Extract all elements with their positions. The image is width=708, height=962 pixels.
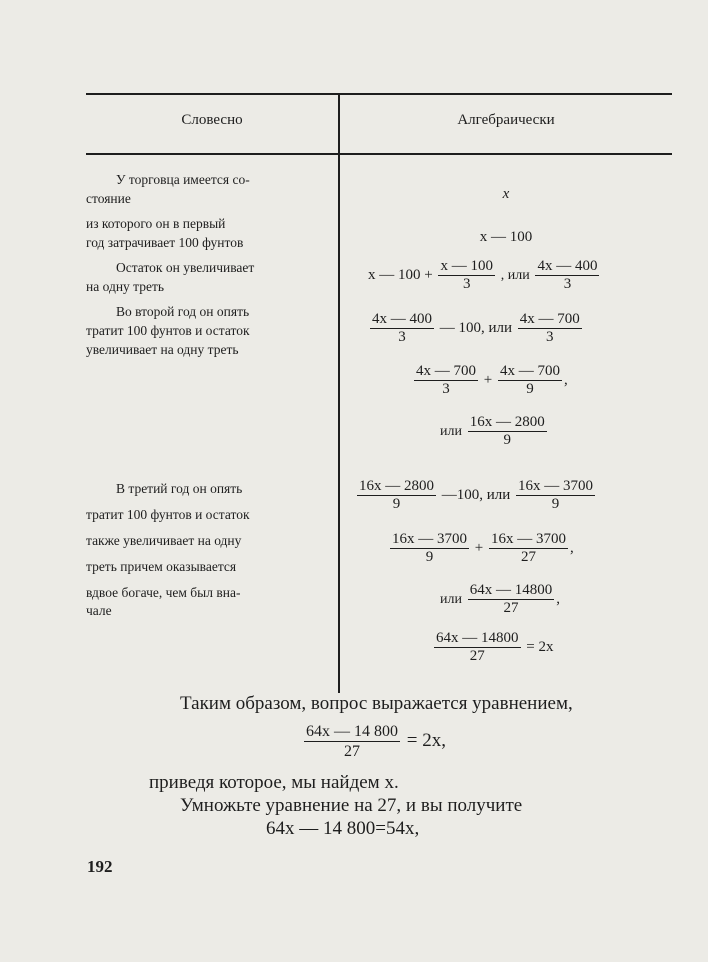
verbal-block-1 (86, 170, 332, 359)
alg-row-3: x — 100 + $\frac{x — 100}{3}$ , или $\frac{4x — 400}{3}$ (368, 258, 598, 292)
alg-row-8: $\frac{16x — 3700}{9}$ + $\frac{16x — 3700}{27}$ , (392, 531, 574, 565)
header-verbal: Словесно (181, 112, 243, 128)
fraction: $\frac{16x — 3700}{27}$ (490, 531, 566, 565)
fraction: $\frac{16x — 3700}{9}$ (518, 478, 594, 512)
body-line-4: 64x — 14 800=54x, (266, 818, 420, 839)
header-algebraic: Алгебраически (457, 112, 555, 128)
body-line-1: Таким образом, вопрос выражается уравнением, (180, 693, 573, 714)
fraction: $\frac{64x — 14800}{27}$ (469, 582, 553, 616)
page-number: 192 (87, 857, 113, 876)
fraction: $\frac{4x — 700}{9}$ (499, 363, 560, 397)
verbal-line: В третий год он опять (116, 481, 243, 496)
verbal-line: вдвое богаче, чем был вна- (86, 585, 241, 600)
fraction: $\frac{16x — 2800}{9}$ (469, 414, 545, 448)
fraction: $\frac{4x — 400}{3}$ (537, 258, 598, 292)
alg-row-6: или $\frac{16x — 2800}{9}$ (440, 414, 545, 448)
body-line-2: приведя которое, мы найдем x. (149, 772, 399, 793)
verbal-line: У торговца имеется со- (116, 172, 250, 187)
alg-row-5: $\frac{4x — 700}{3}$ + $\frac{4x — 700}{9}$ , (416, 363, 568, 397)
fraction: $\frac{4x — 700}{3}$ (416, 363, 476, 397)
fraction: $\frac{16x — 3700}{9}$ (392, 531, 467, 565)
verbal-line: тратит 100 фунтов и остаток (86, 507, 250, 522)
body-line-3: Умножьте уравнение на 27, и вы получите (180, 795, 523, 816)
alg-row-7: $\frac{16x — 2800}{9}$ —100, или $\frac{16x — 3700}{9}$ (359, 478, 594, 512)
main-equation: $\frac{64x — 14 800}{27}$ = 2x, (306, 723, 446, 760)
fraction: $\frac{4x — 700}{3}$ (519, 311, 580, 345)
verbal-line: год затрачивает 100 фунтов (86, 235, 244, 250)
table-header-rule (86, 153, 672, 155)
verbal-line: тратит 100 фунтов и остаток (86, 323, 250, 338)
alg-row-1: x (502, 186, 510, 202)
fraction: $\frac{64x — 14800}{27}$ (436, 630, 519, 664)
alg-row-4: $\frac{4x — 400}{3}$ — 100, или $\frac{4x — 700}{3}$ (372, 311, 580, 345)
verbal-line: увеличивает на одну треть (86, 342, 239, 357)
table-top-rule (86, 93, 672, 95)
fraction: $\frac{4x — 400}{3}$ (372, 311, 432, 345)
fraction: $\frac{16x — 2800}{9}$ (359, 478, 434, 512)
alg-row-9: или $\frac{64x — 14800}{27}$ , (440, 582, 560, 616)
verbal-line: треть причем оказывается (86, 559, 237, 574)
verbal-line: также увеличивает на одну (86, 533, 242, 548)
verbal-block-2 (86, 476, 332, 624)
verbal-line: чале (86, 603, 112, 618)
verbal-line: стояние (86, 191, 131, 206)
table-column-divider (338, 95, 340, 693)
verbal-line: Остаток он увеличивает (116, 260, 255, 275)
verbal-line: Во второй год он опять (116, 304, 250, 319)
fraction: $\frac{x — 100}{3}$ (440, 258, 493, 292)
alg-row-10: $\frac{64x — 14800}{27}$ = 2x (436, 630, 554, 664)
alg-row-2: x — 100 (479, 229, 533, 245)
verbal-line: из которого он в первый (86, 216, 226, 231)
fraction: $\frac{64x — 14 800}{27}$ (306, 723, 398, 760)
verbal-line: на одну треть (86, 279, 165, 294)
